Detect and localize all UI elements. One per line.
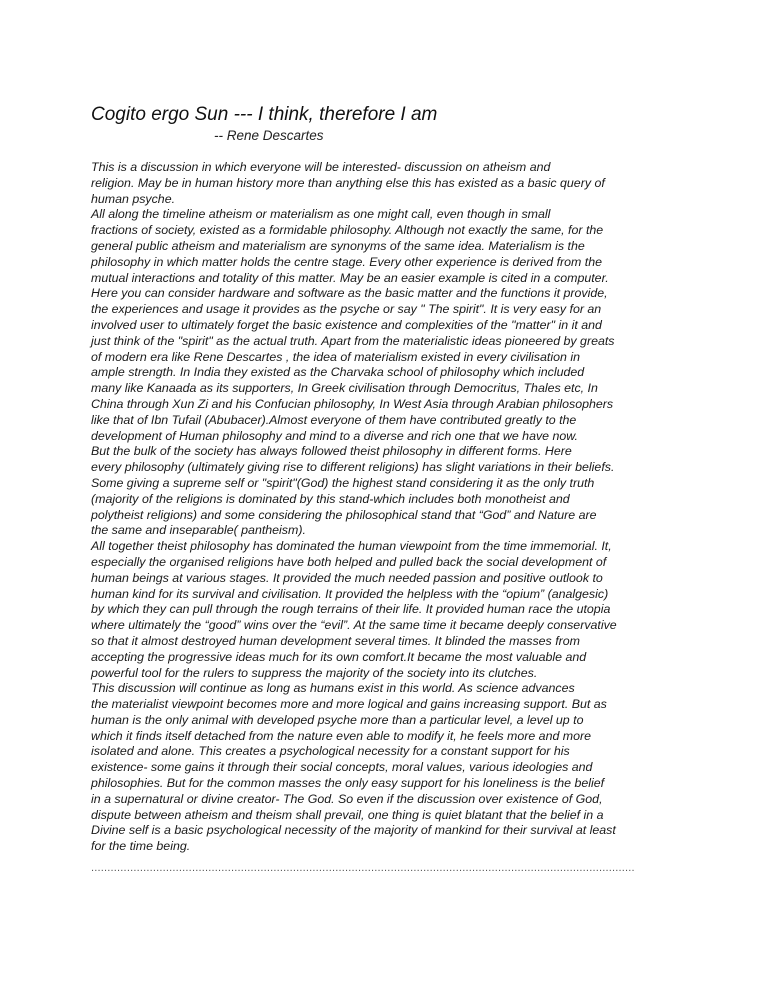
document-title: Cogito ergo Sun --- I think, therefore I am [91,104,438,125]
paragraph-theist-dominance: All together theist philosophy has dominated the human viewpoint from the time immemorial. It, especially the organised religions have both helped and pulled back the social development of human beings at various stages. It provided the much needed passion and positive outlook to human kind for its survival and civilisation. It provided the helpless with the “opium” (analgesic) by which they can pull through the rough terrains of their life. It provided human race the utopia where ultimately the “good” wins over the “evil”. At the same time it became deeply conservative so that it almost destroyed human development several times. It blinded the masses from accepting the progressive ideas much for its own comfort.It became the most valuable and powerful tool for the rulers to suppress the majority of the society into its clutches. [91,539,617,680]
quote-attribution: -- Rene Descartes [214,128,324,143]
document-body [91,160,681,855]
dotted-divider: ....................................................................................................................................................................... [91,862,635,874]
paragraph-intro: This is a discussion in which everyone will be interested- discussion on atheism and religion. May be in human history more than anything else this has existed as a basic query of human psyche. [91,160,605,206]
paragraph-materialism: All along the timeline atheism or materialism as one might call, even though in small fractions of society, existed as a formidable philosophy. Although not exactly the same, for the general public atheism and materialism are synonyms of the same idea. Materialism is the philosophy in which matter holds the centre stage. Every other experience is derived from the mutual interactions and totality of this matter. May be an easier example is cited in a computer. Here you can consider hardware and software as the basic matter and the functions it provide, the experiences and usage it provides as the psyche or say " The spirit". It is very easy for an involved user to ultimately forget the basic existence and complexities of the "matter" in it and just think of the "spirit" as the actual truth. Apart from the materialistic ideas pioneered by greats of modern era like Rene Descartes , the idea of materialism existed in every civilisation in ample strength. In India they existed as the Charvaka school of philosophy which included many like Kanaada as its supporters, In Greek civilisation through Democritus, Thales etc, In China through Xun Zi and his Confucian philosophy, In West Asia through Arabian philosophers like that of Ibn Tufail (Abubacer).Almost everyone of them have contributed greatly to the development of Human philosophy and mind to a diverse and rich one that we have now. [91,207,615,443]
paragraph-conclusion: This discussion will continue as long as humans exist in this world. As science advances the materialist viewpoint becomes more and more logical and gains increasing support. But as human is the only animal with developed psyche more than a particular level, a level up to which it finds itself detached from the nature even able to modify it, he feels more and more isolated and alone. This creates a psychological necessity for a constant support for his existence- some gains it through their social concepts, moral values, various ideologies and philosophies. But for the common masses the only easy support for his loneliness is the belief in a supernatural or divine creator- The God. So even if the discussion over existence of God, dispute between atheism and theism shall prevail, one thing is quiet blatant that the belief in a Divine self is a basic psychological necessity of the majority of mankind for their survival at least for the time being. [91,681,616,854]
paragraph-theism: But the bulk of the society has always followed theist philosophy in different forms. Here every philosophy (ultimately giving rise to different religions) has slight variations in their beliefs. Some giving a supreme self or "spirit"(God) the highest stand considering it as the only truth (majority of the religions is dominated by this stand-which includes both monotheist and polytheist religions) and some considering the philosophical stand that “God” and Nature are the same and inseparable( pantheism). [91,444,615,538]
